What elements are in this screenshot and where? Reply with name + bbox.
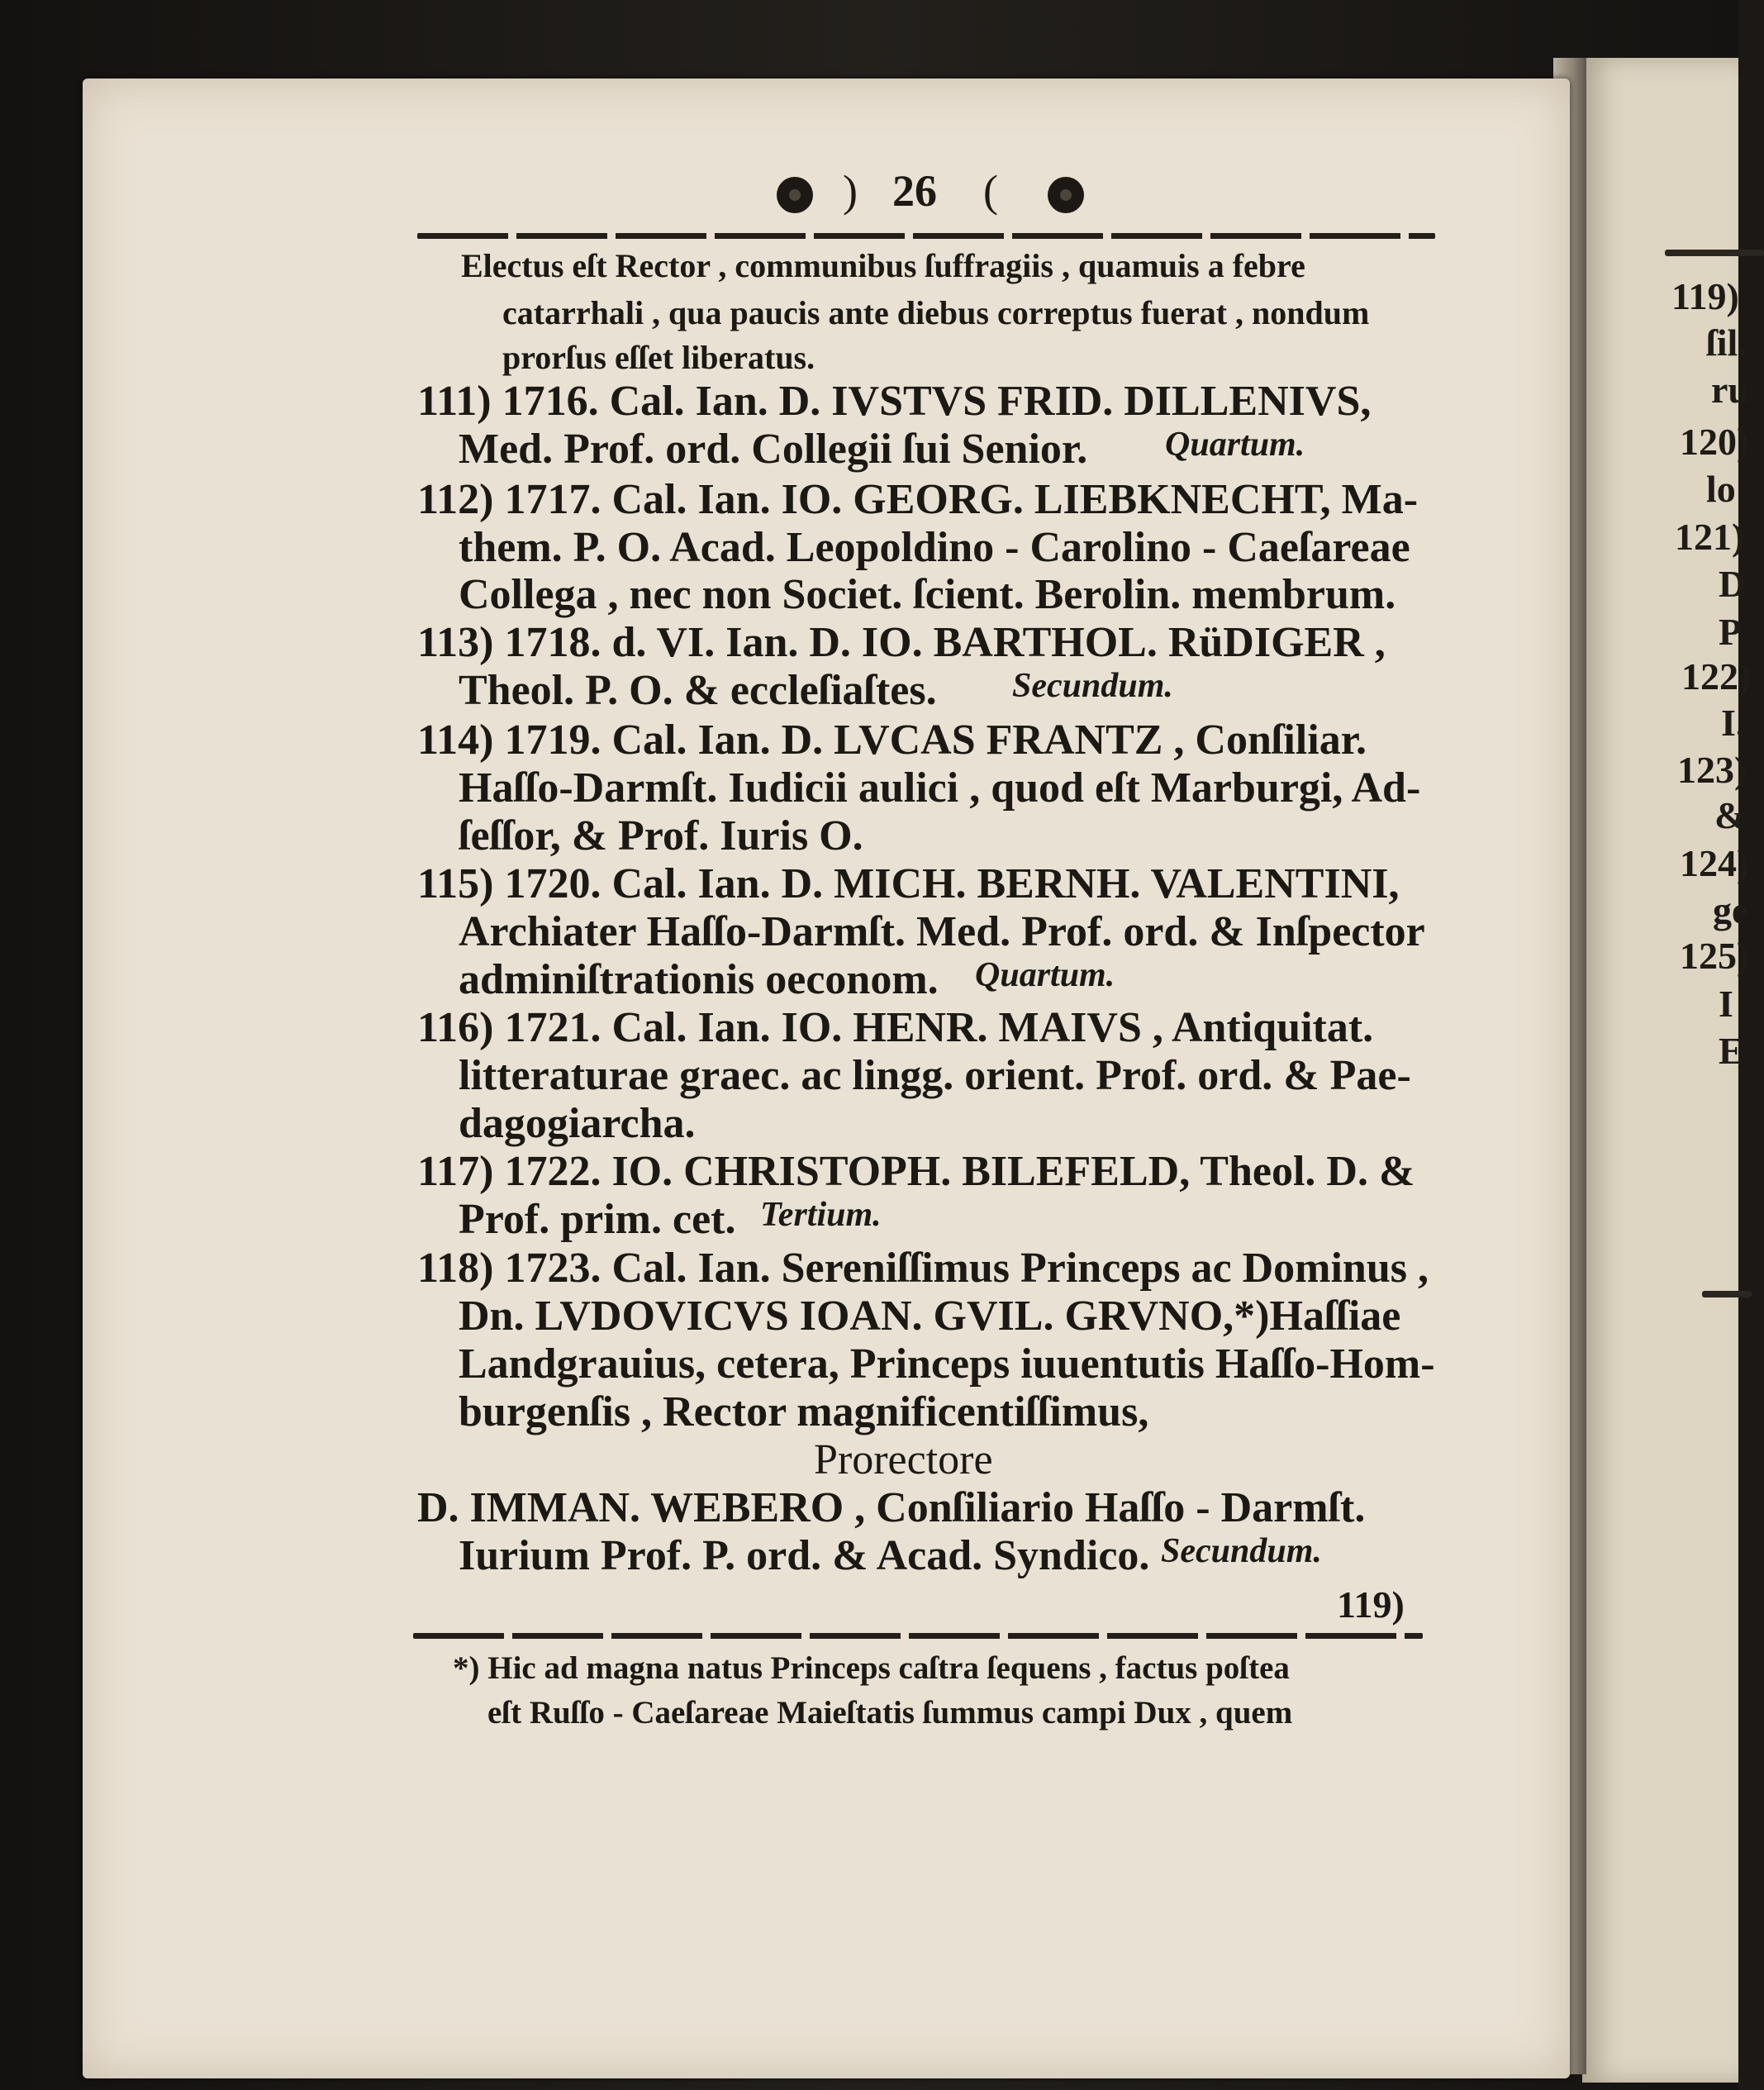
entry-ordinal: Tertium. bbox=[760, 1196, 882, 1234]
rosette-ornament-icon bbox=[1048, 177, 1084, 213]
entry-line: Archiater Haſſo-Darmſt. Med. Prof. ord. & Inſpector bbox=[459, 908, 1425, 955]
header-rule bbox=[417, 233, 1435, 239]
catchword: 119) bbox=[1337, 1583, 1405, 1626]
footnote-rule bbox=[413, 1633, 1423, 1639]
adjacent-fragment: 124) bbox=[1680, 842, 1750, 884]
entry-line: Theol. P. O. & eccleſiaſtes. bbox=[459, 667, 937, 714]
adjacent-fragment: 119) bbox=[1671, 275, 1739, 317]
entry-line: 117) 1722. IO. CHRISTOPH. BILEFELD, Theol. D. & bbox=[417, 1148, 1415, 1195]
entry-line: ſeſſor, & Prof. Iuris O. bbox=[459, 812, 863, 859]
adjacent-fragment: 122) bbox=[1681, 655, 1752, 697]
adjacent-page bbox=[1582, 58, 1752, 2083]
adjacent-fragment: P bbox=[1719, 611, 1743, 653]
entry-line: Med. Prof. ord. Collegii ſui Senior. bbox=[459, 426, 1088, 473]
adjacent-fragment: lo bbox=[1706, 468, 1736, 510]
adjacent-bottom-rule bbox=[1702, 1291, 1752, 1297]
adjacent-fragment: & bbox=[1714, 794, 1747, 836]
entry-line: Landgrauius, cetera, Princeps iuuentutis Haſſo-Hom- bbox=[459, 1340, 1435, 1388]
footnote-line: *) Hic ad magna natus Princeps caſtra ſequens , factus poſtea bbox=[453, 1650, 1290, 1686]
entry-line: burgenſis , Rector magnificentiſſimus, bbox=[459, 1388, 1149, 1435]
entry-line: Dn. LVDOVICVS IOAN. GVIL. GRVNO,*)Haſſiae bbox=[459, 1293, 1401, 1340]
entry-line: Collega , nec non Societ. ſcient. Berolin. membrum. bbox=[459, 571, 1396, 618]
entry-ordinal: Secundum. bbox=[1012, 667, 1173, 705]
entry-line: Prof. prim. cet. bbox=[459, 1196, 736, 1243]
entry-line: them. P. O. Acad. Leopoldino - Carolino - Caeſareae bbox=[459, 524, 1410, 571]
entry-line: 116) 1721. Cal. Ian. IO. HENR. MAIVS , Antiquitat. bbox=[417, 1004, 1374, 1051]
entry-line: Haſſo-Darmſt. Iudicii aulici , quod eſt Marburgi, Ad- bbox=[459, 764, 1421, 812]
entry-line: litteraturae graec. ac lingg. orient. Prof. ord. & Pae- bbox=[459, 1052, 1411, 1099]
adjacent-fragment: 120) bbox=[1680, 421, 1750, 463]
intro-line: prorſus eſſet liberatus. bbox=[502, 339, 815, 376]
entry-line: 113) 1718. d. VI. Ian. D. IO. BARTHOL. RüDIGER , bbox=[417, 619, 1386, 666]
intro-line: Electus eſt Rector , communibus ſuffragiis , quamuis a febre bbox=[461, 247, 1305, 284]
adjacent-fragment: D bbox=[1719, 563, 1747, 605]
prorector-line: Iurium Prof. P. ord. & Acad. Syndico. bbox=[459, 1532, 1150, 1579]
entry-line: 112) 1717. Cal. Ian. IO. GEORG. LIEBKNECHT, Ma- bbox=[417, 476, 1419, 523]
adjacent-top-rule bbox=[1665, 250, 1764, 256]
adjacent-fragment: I bbox=[1719, 983, 1733, 1025]
adjacent-fragment: 121) bbox=[1675, 516, 1745, 558]
adjacent-fragment: ge bbox=[1713, 889, 1749, 931]
entry-line: 114) 1719. Cal. Ian. D. LVCAS FRANTZ , Conſiliar. bbox=[417, 717, 1367, 764]
entry-line: dagogiarcha. bbox=[459, 1100, 696, 1147]
page-number: 26 bbox=[892, 166, 937, 216]
entry-line: 118) 1723. Cal. Ian. Sereniſſimus Princeps ac Dominus , bbox=[417, 1245, 1429, 1292]
adjacent-fragment: 123) bbox=[1677, 749, 1747, 791]
entry-line: 111) 1716. Cal. Ian. D. IVSTVS FRID. DILLENIVS, bbox=[417, 378, 1372, 425]
entry-ordinal: Quartum. bbox=[975, 956, 1115, 994]
footnote-line: eſt Ruſſo - Caeſareae Maieſtatis ſummus campi Dux , quem bbox=[487, 1695, 1293, 1731]
entry-line: 115) 1720. Cal. Ian. D. MICH. BERNH. VALENTINI, bbox=[417, 860, 1400, 907]
entry-ordinal: Quartum. bbox=[1165, 426, 1305, 464]
rosette-ornament-icon bbox=[777, 177, 813, 213]
adjacent-fragment: E bbox=[1719, 1030, 1744, 1072]
adjacent-fragment: I. bbox=[1721, 702, 1746, 744]
prorector-label: Prorectore bbox=[814, 1436, 993, 1483]
header-bracket-right: ( bbox=[983, 166, 998, 216]
entry-line: adminiſtrationis oeconom. bbox=[459, 956, 939, 1003]
intro-line: catarrhali , qua paucis ante diebus correptus fuerat , nondum bbox=[502, 294, 1370, 331]
adjacent-fragment: ru bbox=[1711, 369, 1749, 411]
adjacent-fragment: 125) bbox=[1680, 935, 1750, 977]
prorector-line: D. IMMAN. WEBERO , Conſiliario Haſſo - Darmſt. bbox=[417, 1484, 1366, 1531]
header-bracket-left: ) bbox=[843, 166, 858, 216]
prorector-ordinal: Secundum. bbox=[1161, 1532, 1322, 1570]
adjacent-fragment: ſil. bbox=[1706, 321, 1747, 364]
